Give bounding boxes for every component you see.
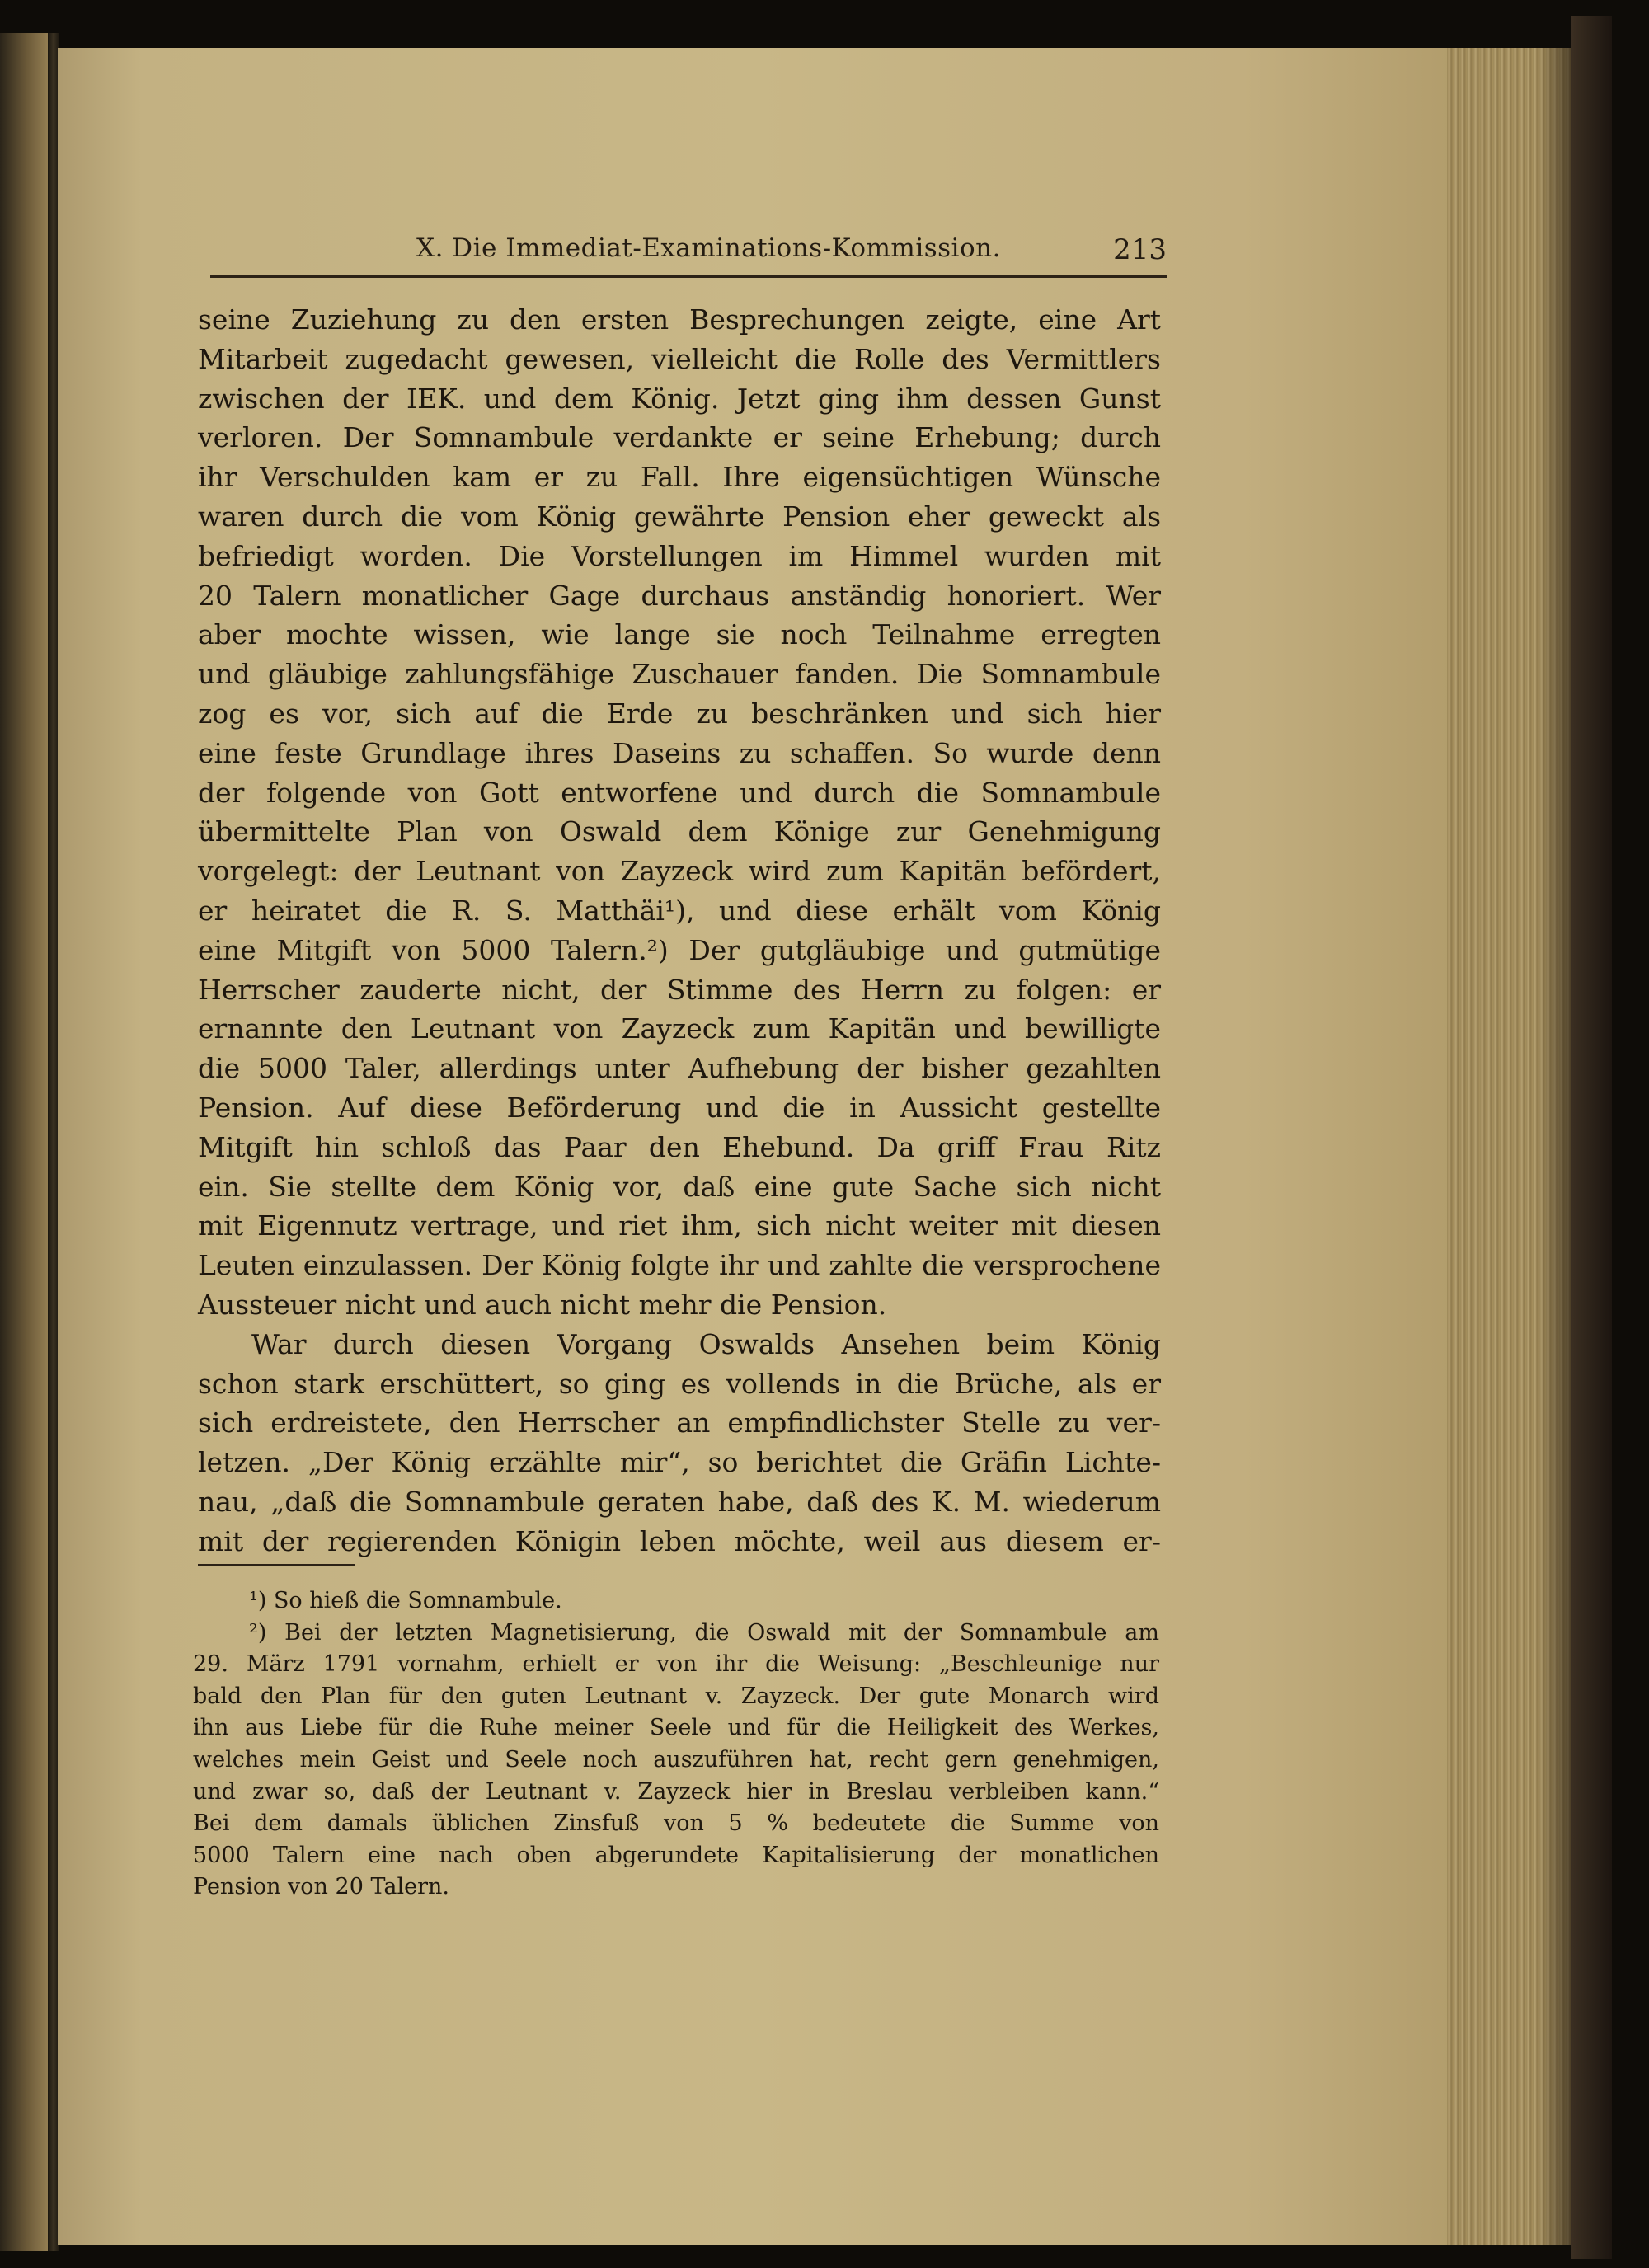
text-line: waren durch die vom König gewährte Pension eher geweckt als [198,500,1161,533]
text-line: 20 Talern monatlicher Gage durchaus anständig honoriert. Wer [198,579,1161,612]
text-line: nau, „daß die Somnambule geraten habe, daß des K. M. wiederum [198,1485,1161,1518]
footnote-2-line: Pension von 20 Talern. [193,1874,449,1900]
footnote-2-line: und zwar so, daß der Leutnant v. Zayzeck hier in Breslau verbleiben kann.“ [193,1778,1159,1805]
text-line: ihr Verschulden kam er zu Fall. Ihre eigensüchtigen Wünsche [198,461,1161,494]
text-line: eine feste Grundlage ihres Daseins zu schaffen. So wurde denn [198,736,1161,769]
footnote-2-line: 29. März 1791 vornahm, erhielt er von ihr die Weisung: „Beschleunige nur [193,1651,1159,1678]
text-line: zog es vor, sich auf die Erde zu beschränken und sich hier [198,697,1161,730]
footnote-2-line: 5000 Talern eine nach oben abgerundete Kapitalisierung der monatlichen [193,1842,1159,1868]
running-header [210,228,1167,278]
text-line: Mitarbeit zugedacht gewesen, vielleicht die Rolle des Vermittlers [198,342,1161,375]
text-line: schon stark erschüttert, so ging es vollends in die Brüche, als er [198,1367,1161,1400]
text-line: Pension. Auf diese Beförderung und die in Aussicht gestellte [198,1091,1161,1124]
text-line: verloren. Der Somnambule verdankte er seine Erhebung; durch [198,421,1161,454]
text-line: aber mochte wissen, wie lange sie noch Teilnahme erregten [198,618,1161,651]
text-line: War durch diesen Vorgang Oswalds Ansehen beim König [251,1327,1161,1360]
page-stack-edge [1447,48,1571,2245]
chapter-title: X. Die Immediat-Examinations-Kommission. [416,233,1001,263]
page-number: 213 [1113,233,1167,266]
text-line: seine Zuziehung zu den ersten Besprechungen zeigte, eine Art [198,303,1161,336]
text-line: Mitgift hin schloß das Paar den Ehebund. Da griff Frau Ritz [198,1130,1161,1163]
text-line: Aussteuer nicht und auch nicht mehr die Pension. [198,1288,887,1321]
text-line: vorgelegt: der Leutnant von Zayzeck wird zum Kapitän befördert, [198,855,1161,888]
footnote-2-line: ihn aus Liebe für die Ruhe meiner Seele und für die Heiligkeit des Werkes, [193,1715,1159,1741]
text-line: letzen. „Der König erzählte mir“, so berichtet die Gräfin Lichte- [198,1446,1161,1479]
text-line: der folgende von Gott entworfene und durch die Somnambule [198,776,1161,809]
footnote-rule [198,1564,355,1566]
text-line: mit der regierenden Königin leben möchte, weil aus diesem er- [198,1524,1161,1557]
text-line: die 5000 Taler, allerdings unter Aufhebung der bisher gezahlten [198,1052,1161,1085]
text-line: ernannte den Leutnant von Zayzeck zum Kapitän und bewilligte [198,1012,1161,1045]
text-line: eine Mitgift von 5000 Talern.²) Der gutgläubige und gutmütige [198,933,1161,966]
main-text [198,300,1161,1561]
text-line: befriedigt worden. Die Vorstellungen im Himmel wurden mit [198,539,1161,572]
text-line: Herrscher zauderte nicht, der Stimme des Herrn zu folgen: er [198,973,1161,1006]
text-line: er heiratet die R. S. Matthäi¹), und diese erhält vom König [198,894,1161,927]
footnote-2-line: welches mein Geist und Seele noch auszuführen hat, recht gern genehmigen, [193,1746,1159,1773]
footnote-2-line: Bei dem damals üblichen Zinsfuß von 5 % bedeutete die Summe von [193,1810,1159,1837]
text-line: Leuten einzulassen. Der König folgte ihr und zahlte die versprochene [198,1249,1161,1282]
header-rule [210,275,1167,278]
text-line: sich erdreistete, den Herrscher an empfindlichster Stelle zu ver- [198,1406,1161,1439]
footnote-1: ¹) So hieß die Somnambule. [249,1588,562,1613]
text-line: zwischen der IEK. und dem König. Jetzt ging ihm dessen Gunst [198,382,1161,415]
text-line: ein. Sie stellte dem König vor, daß eine gute Sache sich nicht [198,1170,1161,1203]
footnotes [193,1585,1159,1904]
footnote-2-line: bald den Plan für den guten Leutnant v. Zayzeck. Der gute Monarch wird [193,1683,1159,1709]
text-line: übermittelte Plan von Oswald dem Könige zur Genehmigung [198,815,1161,848]
text-line: mit Eigennutz vertrage, und riet ihm, sich nicht weiter mit diesen [198,1209,1161,1242]
book-cover-edge [1571,16,1612,2259]
footnote-2-line: ²) Bei der letzten Magnetisierung, die Oswald mit der Somnambule am [249,1619,1159,1646]
text-line: und gläubige zahlungsfähige Zuschauer fanden. Die Somnambule [198,658,1161,691]
left-page-edge [0,33,51,2251]
